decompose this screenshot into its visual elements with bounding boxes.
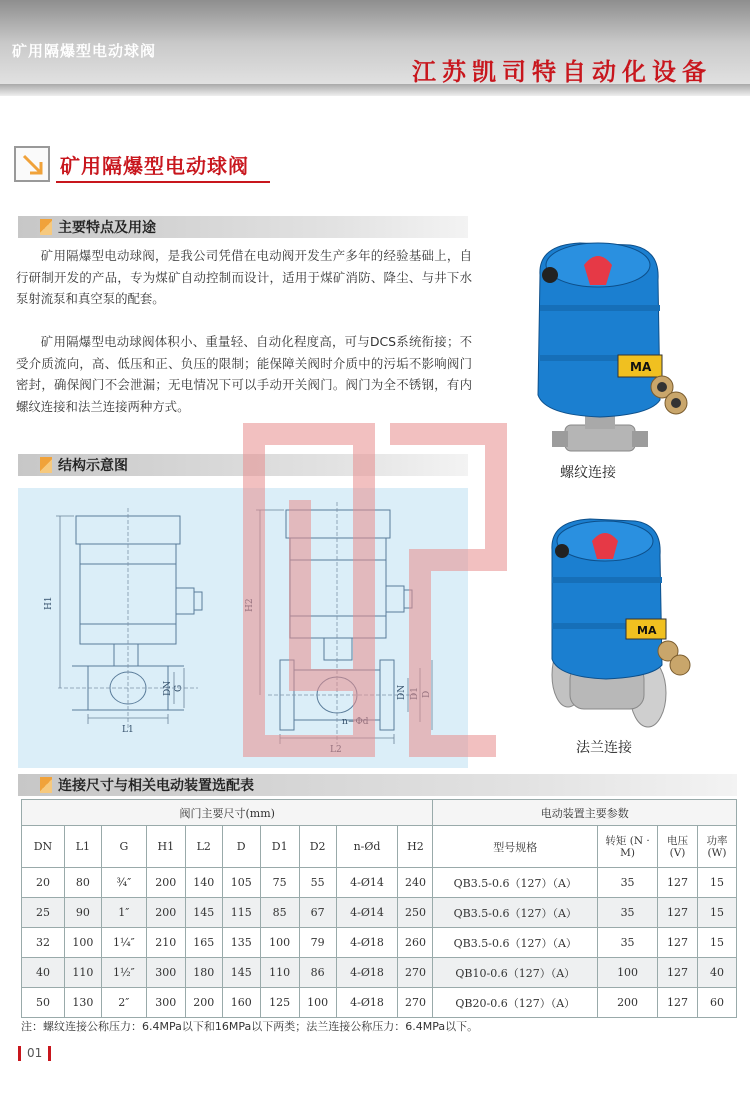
dim-h2: H2 (245, 598, 255, 612)
table-cell: 2″ (101, 988, 146, 1018)
table-cell: 127 (658, 898, 698, 928)
table-cell: 75 (260, 868, 299, 898)
table-cell: 32 (22, 928, 65, 958)
section-title-features: 主要特点及用途 (58, 220, 156, 236)
table-cell: 4-Ø18 (336, 928, 398, 958)
column-header: D2 (299, 826, 336, 868)
table-cell: ¾″ (101, 868, 146, 898)
column-header: D (222, 826, 260, 868)
table-cell: 35 (598, 868, 658, 898)
dim-h1: H1 (44, 596, 54, 610)
table-note: 注：螺纹连接公称压力：6.4MPa以下和16MPa以下两类；法兰连接公称压力：6.4MPa以下。 (21, 1020, 479, 1033)
group-header-valve: 阀门主要尺寸(mm) (22, 800, 433, 826)
table-cell: 130 (64, 988, 101, 1018)
ma-plate-text-flange: MA (637, 624, 657, 637)
table-cell: 1¼″ (101, 928, 146, 958)
title-underline (56, 181, 270, 183)
table-cell: 67 (299, 898, 336, 928)
table-cell: 100 (64, 928, 101, 958)
group-header-actuator: 电动装置主要参数 (433, 800, 737, 826)
ma-plate-text: MA (630, 360, 652, 374)
table-cell: QB10-0.6（127）（A） (433, 958, 598, 988)
table-cell: 127 (658, 988, 698, 1018)
table-cell: 90 (64, 898, 101, 928)
title-arrow-icon (14, 146, 50, 182)
table-cell: 250 (398, 898, 433, 928)
table-cell: 86 (299, 958, 336, 988)
header-title: 矿用隔爆型电动球阀 (12, 42, 157, 60)
table-cell: 300 (146, 988, 185, 1018)
table-cell: 1″ (101, 898, 146, 928)
table-cell: 20 (22, 868, 65, 898)
column-header: L2 (185, 826, 222, 868)
table-cell: 4-Ø18 (336, 988, 398, 1018)
intro-paragraph-1: 矿用隔爆型电动球阀，是我公司凭借在电动阀开发生产多年的经验基础上，自行研制开发的产品，专为煤矿自动控制而设计，适用于煤矿消防、降尘、与井下水泵射流泵和真空泵的配套。 (16, 248, 472, 307)
watermark-logo (240, 420, 510, 760)
table-cell: 200 (185, 988, 222, 1018)
table-cell: 270 (398, 958, 433, 988)
page-number-text: 01 (27, 1046, 43, 1060)
table-cell: 300 (146, 958, 185, 988)
table-cell: 270 (398, 988, 433, 1018)
table-cell: 110 (64, 958, 101, 988)
table-cell: 79 (299, 928, 336, 958)
column-header: H1 (146, 826, 185, 868)
table-cell: 55 (299, 868, 336, 898)
table-cell: 160 (222, 988, 260, 1018)
table-cell: 15 (697, 928, 736, 958)
table-cell: 180 (185, 958, 222, 988)
table-cell: 1½″ (101, 958, 146, 988)
table-cell: 240 (398, 868, 433, 898)
table-cell: 127 (658, 868, 698, 898)
column-header: D1 (260, 826, 299, 868)
table-cell: 4-Ø14 (336, 898, 398, 928)
table-cell: 4-Ø14 (336, 868, 398, 898)
dim-d: D (422, 690, 432, 698)
column-header: 转矩 (N · M) (598, 826, 658, 868)
column-header: G (101, 826, 146, 868)
table-cell: 85 (260, 898, 299, 928)
table-cell: QB3.5-0.6（127）（A） (433, 928, 598, 958)
section-title-structure: 结构示意图 (58, 458, 128, 474)
dim-l2: L2 (330, 745, 342, 755)
table-cell: 40 (697, 958, 736, 988)
table-cell: 50 (22, 988, 65, 1018)
section-title-table: 连接尺寸与相关电动装置选配表 (58, 778, 254, 794)
column-header: L1 (64, 826, 101, 868)
threaded-valve-photo (510, 235, 700, 460)
flanged-valve-photo (540, 515, 700, 740)
section-marker-icon (40, 219, 52, 235)
table-cell: 127 (658, 928, 698, 958)
table-cell: 15 (697, 898, 736, 928)
table-row (22, 898, 737, 928)
section-header-features (18, 216, 468, 238)
dim-g: G (174, 684, 184, 692)
column-header: n-Ød (336, 826, 398, 868)
section-marker-icon (40, 457, 52, 473)
table-row (22, 988, 737, 1018)
table-cell: 135 (222, 928, 260, 958)
page-marker-left (18, 1046, 21, 1061)
table-cell: 145 (222, 958, 260, 988)
table-cell: 115 (222, 898, 260, 928)
table-cell: 100 (598, 958, 658, 988)
column-header: 型号规格 (433, 826, 598, 868)
table-cell: 100 (260, 928, 299, 958)
table-cell: 4-Ø18 (336, 958, 398, 988)
table-cell: 200 (146, 868, 185, 898)
section-marker-icon (40, 777, 52, 793)
table-cell: 15 (697, 868, 736, 898)
dim-dn: DN (163, 680, 173, 696)
table-row (22, 868, 737, 898)
company-name: 江苏凯司特自动化设备 (412, 57, 712, 86)
table-cell: 127 (658, 958, 698, 988)
dim-nod: n−Φd (342, 717, 369, 727)
dim-d1: D1 (410, 687, 420, 700)
table-cell: 260 (398, 928, 433, 958)
flange-caption: 法兰连接 (576, 740, 632, 756)
table-cell: 35 (598, 898, 658, 928)
table-cell: QB3.5-0.6（127）（A） (433, 898, 598, 928)
table-cell: 110 (260, 958, 299, 988)
column-header: 电压 (V) (658, 826, 698, 868)
page-number (12, 1045, 57, 1061)
table-row (22, 958, 737, 988)
column-header: DN (22, 826, 65, 868)
table-cell: 100 (299, 988, 336, 1018)
table-cell: QB20-0.6（127）（A） (433, 988, 598, 1018)
table-cell: 145 (185, 898, 222, 928)
table-body (22, 868, 737, 1018)
table-cell: 125 (260, 988, 299, 1018)
thread-caption: 螺纹连接 (560, 465, 616, 481)
table-cell: 165 (185, 928, 222, 958)
page-marker-right (48, 1046, 51, 1061)
table-cell: 40 (22, 958, 65, 988)
table-cell: 105 (222, 868, 260, 898)
column-header: 功率 (W) (697, 826, 736, 868)
spec-table (21, 799, 737, 1018)
table-row (22, 928, 737, 958)
table-cell: 35 (598, 928, 658, 958)
table-cell: 200 (598, 988, 658, 1018)
dim-l1: L1 (122, 725, 134, 735)
table-cell: 140 (185, 868, 222, 898)
dim-dn-flange: DN (397, 684, 407, 700)
table-cell: 25 (22, 898, 65, 928)
section-header-table (18, 774, 737, 796)
table-cell: 200 (146, 898, 185, 928)
table-cell: 210 (146, 928, 185, 958)
column-header: H2 (398, 826, 433, 868)
table-cell: 80 (64, 868, 101, 898)
intro-paragraph-2: 矿用隔爆型电动球阀体积小、重量轻、自动化程度高，可与DCS系统衔接；不受介质流向，高、低压和正、负压的限制；能保障关阀时介质中的污垢不影响阀门密封，确保阀门不会泄漏；无电情况下可以手动开关阀门。阀门为全不锈钢，有内螺纹连接和法兰连接两种方式。 (16, 334, 472, 415)
page-title: 矿用隔爆型电动球阀 (60, 154, 249, 178)
table-cell: 60 (697, 988, 736, 1018)
table-cell: QB3.5-0.6（127）（A） (433, 868, 598, 898)
